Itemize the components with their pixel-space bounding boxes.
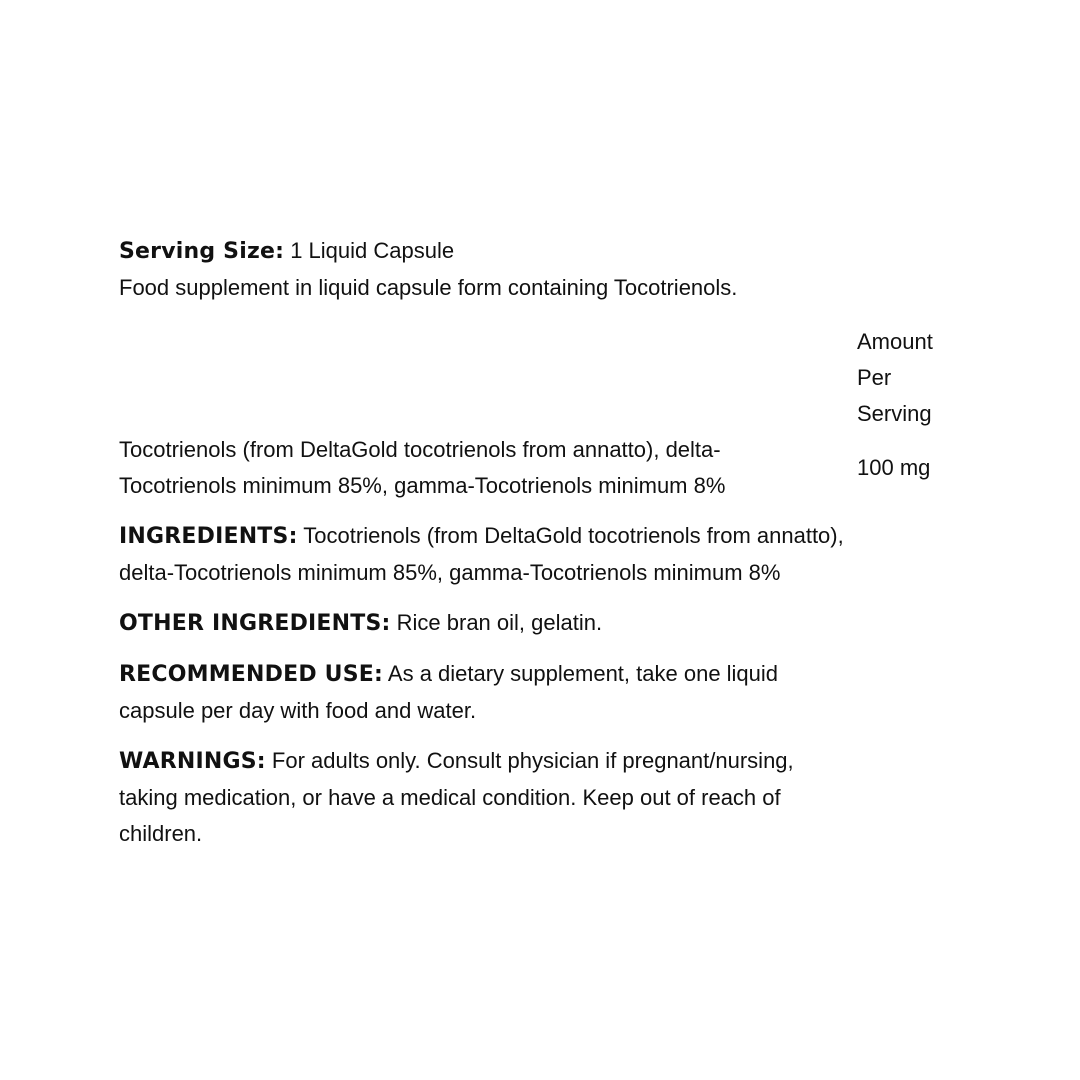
product-description: Food supplement in liquid capsule form containing Tocotrienols. (119, 275, 738, 300)
other-ingredients-text: Rice bran oil, gelatin. (396, 610, 603, 635)
warnings-section (119, 743, 969, 852)
header-line: Amount (857, 329, 933, 354)
header-spacer (119, 324, 857, 432)
warnings-text: taking medication, or have a medical condition. Keep out of reach of (119, 785, 781, 810)
header-line: Serving (857, 401, 932, 426)
serving-size-value: 1 Liquid Capsule (290, 238, 455, 263)
header-line: Per (857, 365, 892, 390)
amount-per-serving-header (857, 324, 967, 432)
supplement-facts (119, 233, 969, 852)
nutrient-row (119, 432, 969, 504)
serving-size-label: Serving Size: (119, 239, 285, 264)
warnings-text: For adults only. Consult physician if pregnant/nursing, (271, 748, 794, 773)
amount-header-row (119, 324, 969, 432)
ingredients-section (119, 518, 969, 591)
recommended-use-label: RECOMMENDED USE: (119, 662, 383, 687)
ingredients-text: delta-Tocotrienols minimum 85%, gamma-Tocotrienols minimum 8% (119, 560, 781, 585)
ingredients-label: INGREDIENTS: (119, 524, 298, 549)
other-ingredients-label: OTHER INGREDIENTS: (119, 611, 391, 636)
warnings-label: WARNINGS: (119, 749, 266, 774)
recommended-use-text: capsule per day with food and water. (119, 698, 477, 723)
nutrient-amount: 100 mg (857, 455, 931, 480)
recommended-use-text: As a dietary supplement, take one liquid (387, 661, 779, 686)
recommended-use-section (119, 656, 969, 729)
ingredients-text: Tocotrienols (from DeltaGold tocotrienols from annatto), (303, 523, 844, 548)
serving-size (119, 233, 969, 270)
warnings-text: children. (119, 821, 203, 846)
nutrient-name: Tocotrienols (from DeltaGold tocotrienols from annatto), delta- Tocotrienols minimum 85%, gamma-Tocotrienols minimum 8% (119, 437, 726, 498)
other-ingredients-section (119, 605, 969, 642)
